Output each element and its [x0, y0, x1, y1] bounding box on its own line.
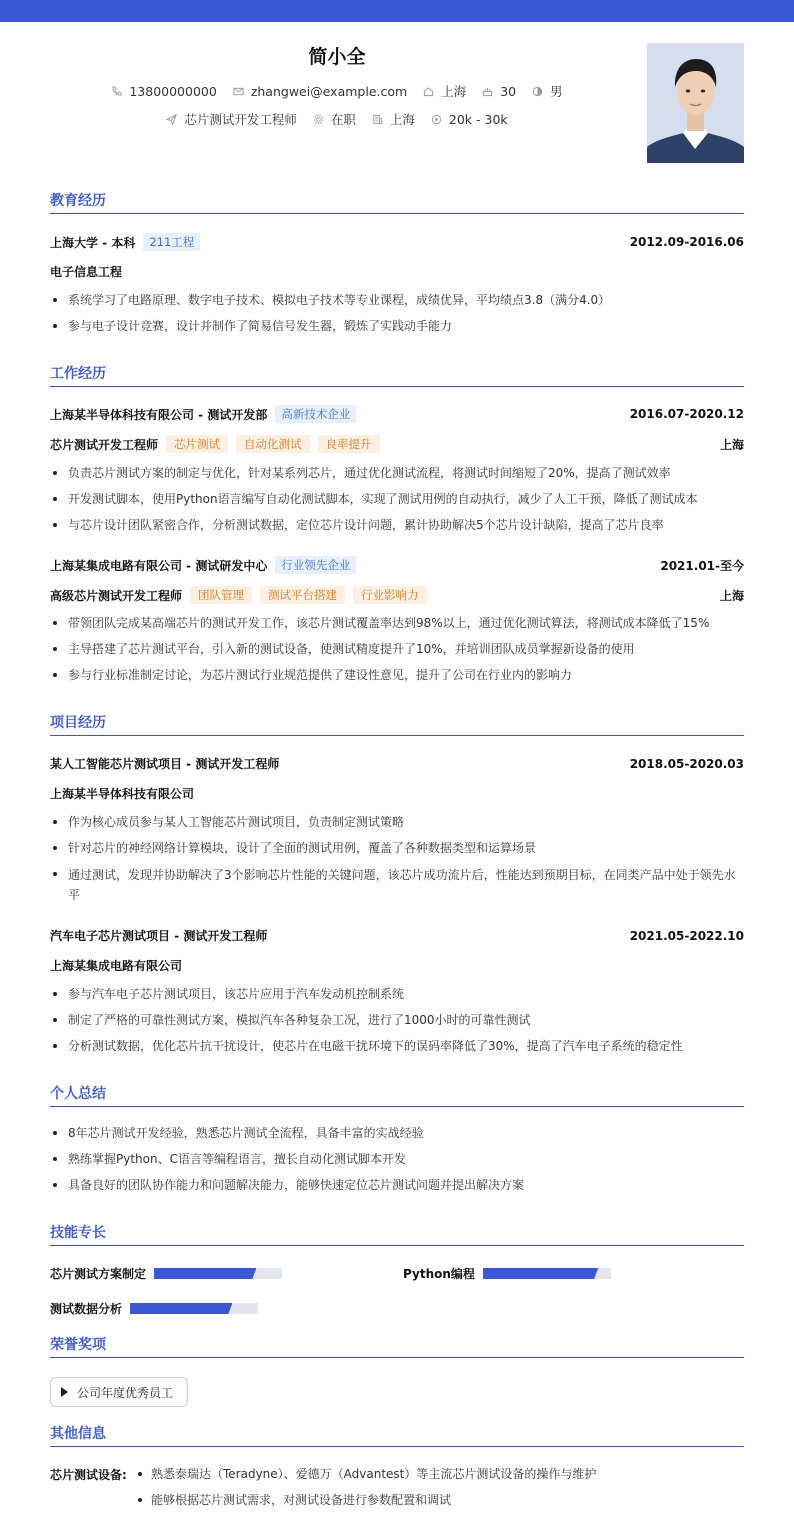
skill-bar-fill — [130, 1303, 232, 1314]
project-bullet: 作为核心成员参与某人工智能芯片测试项目，负责制定测试策略 — [50, 813, 744, 831]
phone-icon — [111, 86, 122, 97]
project-company-row — [50, 785, 744, 802]
contact-row — [0, 82, 674, 100]
job-location: 上海 — [719, 588, 744, 603]
job-tag: 团队管理 — [190, 586, 252, 604]
education-title: 教育经历 — [50, 192, 744, 214]
skill-item — [403, 1265, 611, 1282]
work-date: 2021.01-至今 — [660, 558, 744, 573]
education-date: 2012.09-2016.06 — [629, 235, 744, 249]
work-title-row — [50, 586, 744, 604]
company-tag: 行业领先企业 — [275, 556, 356, 574]
project-company-row — [50, 957, 744, 974]
work-title: 工作经历 — [50, 365, 744, 387]
send-icon — [166, 114, 177, 125]
project-header-row — [50, 927, 744, 944]
work-title-row — [50, 435, 744, 453]
top-accent-bar — [0, 0, 794, 22]
phone-info — [111, 84, 216, 99]
job-intent-row — [0, 110, 674, 128]
project-name: 某人工智能芯片测试项目 - 测试开发工程师 — [50, 757, 280, 771]
project-bullet: 参与汽车电子芯片测试项目，该芯片应用于汽车发动机控制系统 — [50, 985, 744, 1003]
phone-text: 13800000000 — [129, 83, 217, 99]
skill-name: Python编程 — [403, 1267, 475, 1281]
position-text: 芯片测试开发工程师 — [184, 112, 297, 127]
summary-bullet: 8年芯片测试开发经验，熟悉芯片测试全流程，具备丰富的实战经验 — [50, 1124, 744, 1142]
work-date: 2016.07-2020.12 — [629, 407, 744, 421]
education-section — [50, 192, 744, 214]
project-title: 项目经历 — [50, 714, 744, 736]
project-bullet: 针对芯片的神经网络计算模块，设计了全面的测试用例，覆盖了各种数据类型和运算场景 — [50, 839, 744, 857]
work-city-text: 上海 — [389, 112, 415, 127]
skill-name: 测试数据分析 — [50, 1302, 123, 1316]
education-header-row — [50, 233, 744, 251]
major-name: 电子信息工程 — [50, 265, 123, 279]
work-bullet: 参与行业标准制定讨论，为芯片测试行业规范提供了建设性意见，提升了公司在行业内的影响力 — [50, 666, 744, 684]
job-tag: 测试平台搭建 — [260, 586, 345, 604]
award-text: 公司年度优秀员工 — [77, 1385, 174, 1400]
city-info — [423, 82, 466, 100]
work-company-row — [50, 556, 744, 574]
project-company: 上海某半导体科技有限公司 — [50, 787, 195, 801]
other-section — [50, 1425, 744, 1447]
work-section — [50, 365, 744, 387]
status-info — [313, 110, 356, 128]
skills-section — [50, 1224, 744, 1246]
summary-bullet: 熟练掌握Python、C语言等编程语言，擅长自动化测试脚本开发 — [50, 1150, 744, 1168]
position-info — [166, 110, 297, 128]
gear-icon — [313, 114, 324, 125]
job-tag: 芯片测试 — [166, 435, 228, 453]
skills-title: 技能专长 — [50, 1224, 744, 1246]
work-bullet: 负责芯片测试方案的制定与优化，针对某系列芯片，通过优化测试流程，将测试时间缩短了20%，提高了测试效率 — [50, 464, 744, 482]
home-icon — [423, 86, 434, 97]
job-tag: 自动化测试 — [236, 435, 310, 453]
project-bullet: 制定了严格的可靠性测试方案，模拟汽车各种复杂工况，进行了1000小时的可靠性测试 — [50, 1011, 744, 1029]
email-info — [233, 84, 407, 99]
other-label: 芯片测试设备: — [50, 1468, 127, 1482]
education-bullet: 系统学习了电路原理、数字电子技术、模拟电子技术等专业课程，成绩优异，平均绩点3.8（满分4.0） — [50, 291, 744, 309]
status-text: 在职 — [330, 112, 356, 127]
work-bullet: 主导搭建了芯片测试平台，引入新的测试设备，使测试精度提升了10%，并培训团队成员掌握新设备的使用 — [50, 640, 744, 658]
project-section — [50, 714, 744, 736]
age-text: 30 — [500, 83, 517, 99]
project-bullet: 通过测试，发现并协助解决了3个影响芯片性能的关键问题，该芯片成功流片后，性能达到预期目标，在同类产品中处于领先水平 — [50, 865, 744, 905]
gender-text: 男 — [550, 84, 563, 99]
summary-bullet: 具备良好的团队协作能力和问题解决能力，能够快速定位芯片测试问题并提出解决方案 — [50, 1176, 744, 1194]
job-location: 上海 — [719, 437, 744, 452]
salary-info — [431, 112, 508, 127]
resume-header — [0, 22, 794, 182]
awards-section — [50, 1336, 744, 1358]
project-name: 汽车电子芯片测试项目 - 测试开发工程师 — [50, 929, 268, 943]
education-bullet: 参与电子设计竞赛，设计并制作了简易信号发生器，锻炼了实践动手能力 — [50, 317, 744, 335]
profile-photo — [647, 43, 744, 163]
summary-section — [50, 1085, 744, 1107]
age-info — [482, 84, 516, 99]
play-icon — [61, 1387, 68, 1397]
award-item[interactable] — [50, 1377, 188, 1407]
work-city-info — [372, 110, 415, 128]
gender-icon — [532, 86, 543, 97]
gender-info — [532, 82, 563, 100]
work-bullet: 与芯片设计团队紧密合作，分析测试数据，定位芯片设计问题，累计协助解决5个芯片设计缺陷，提高了芯片良率 — [50, 516, 744, 534]
coin-icon — [431, 114, 442, 125]
job-tag: 良率提升 — [318, 435, 380, 453]
school-tag: 211工程 — [143, 233, 200, 251]
city-text: 上海 — [441, 84, 467, 99]
skill-bar — [483, 1268, 611, 1279]
work-company-row — [50, 405, 744, 423]
project-date: 2021.05-2022.10 — [629, 928, 744, 943]
project-date: 2018.05-2020.03 — [629, 756, 744, 771]
major-row — [50, 263, 744, 280]
company-name: 上海某半导体科技有限公司 - 测试开发部 — [50, 407, 268, 422]
awards-title: 荣誉奖项 — [50, 1336, 744, 1358]
candidate-name: 简小全 — [308, 46, 366, 68]
project-company: 上海某集成电路有限公司 — [50, 959, 183, 973]
skill-item — [50, 1265, 282, 1282]
building-icon — [372, 114, 383, 125]
company-name: 上海某集成电路有限公司 - 测试研发中心 — [50, 558, 268, 573]
email-text: zhangwei@example.com — [250, 83, 408, 99]
skill-bar — [130, 1303, 258, 1314]
work-bullet: 带领团队完成某高端芯片的测试开发工作，该芯片测试覆盖率达到98%以上，通过优化测试算法，将测试成本降低了15% — [50, 614, 744, 632]
mail-icon — [233, 86, 244, 97]
other-title: 其他信息 — [50, 1425, 744, 1447]
cake-icon — [482, 86, 493, 97]
skill-item — [50, 1300, 258, 1317]
school-name: 上海大学 - 本科 — [50, 235, 136, 250]
skill-bar-fill — [154, 1268, 256, 1279]
job-tag: 行业影响力 — [353, 586, 427, 604]
other-bullet: 能够根据芯片测试需求，对测试设备进行参数配置和调试 — [135, 1491, 451, 1509]
salary-text: 20k - 30k — [448, 111, 508, 127]
skill-bar — [154, 1268, 282, 1279]
company-tag: 高新技术企业 — [275, 405, 356, 423]
project-header-row — [50, 755, 744, 772]
project-bullet: 分析测试数据，优化芯片抗干扰设计，使芯片在电磁干扰环境下的误码率降低了30%，提高了汽车电子系统的稳定性 — [50, 1037, 744, 1055]
work-bullet: 开发测试脚本，使用Python语言编写自动化测试脚本，实现了测试用例的自动执行，减少了人工干预，降低了测试成本 — [50, 490, 744, 508]
job-title: 高级芯片测试开发工程师 — [50, 588, 183, 603]
job-title: 芯片测试开发工程师 — [50, 437, 159, 452]
summary-title: 个人总结 — [50, 1085, 744, 1107]
skill-bar-fill — [483, 1268, 598, 1279]
skill-name: 芯片测试方案制定 — [50, 1267, 147, 1281]
other-bullet: 熟悉泰瑞达（Teradyne）、爱德万（Advantest）等主流芯片测试设备的操作与维护 — [135, 1465, 596, 1483]
